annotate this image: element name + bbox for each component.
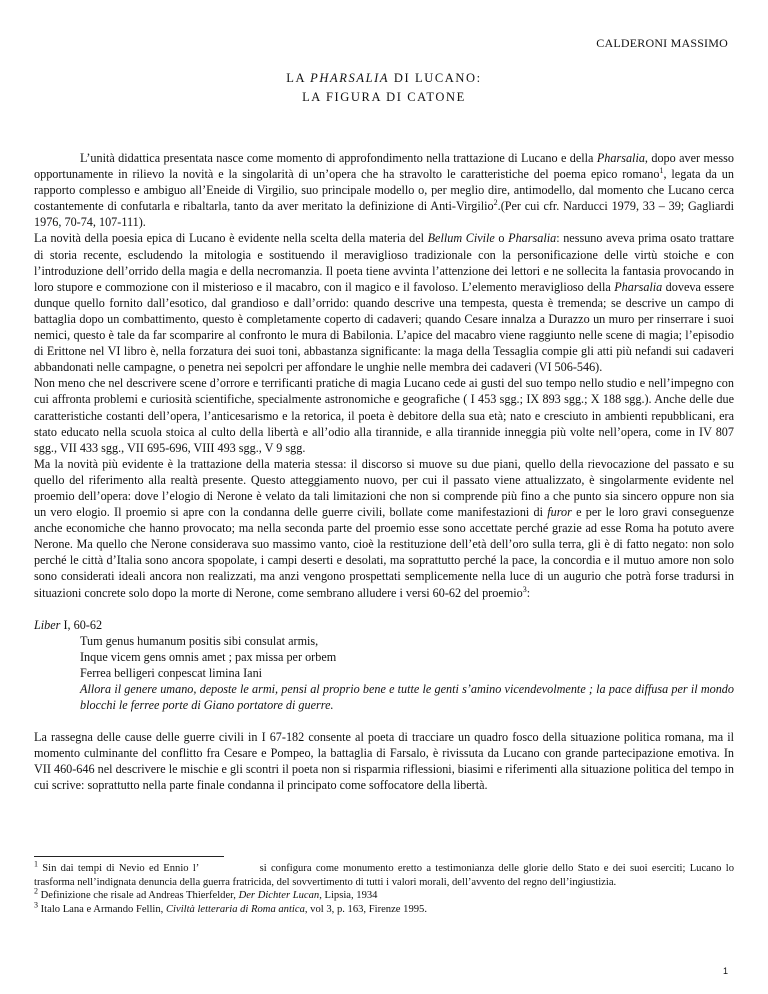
- footnotes: [34, 859, 734, 916]
- footnote-2: $^2$ Definizione che risale ad Andreas Thierfelder, Der Dichter Lucan, Lipsia, 1934: [34, 886, 378, 902]
- document-title: [0, 69, 768, 107]
- latin-quotation: [34, 617, 734, 714]
- verse-translation: Allora il genere umano, deposte le armi, pensi al proprio bene e tutte le genti s’amino vicendevolmente ; la pace diffusa per il mondo blocchi le ferree porte di Giano portatore di guerre.: [80, 682, 734, 713]
- verse-line: Ferrea belligeri conpescat limina Iani: [80, 665, 263, 680]
- author-header: CALDERONI MASSIMO: [596, 36, 728, 50]
- paragraph-1: L’unità didattica presentata nasce come momento di approfondimento nella trattazione di Lucano e della Pharsalia, dopo aver messo opportunamente in rilievo la novità e la singolarità di un’opera che ha stravolto le caratteristiche del poema epico romano$^1$, legata da un rapporto complesso e ambiguo all’Eneide di Virgilio, suo principale modello o, per meglio dire, antimodello, dal momento che Lucano cerca costantemente di confutarla e ribaltarla, tanto da aver meritato la definizione di Anti-Virgilio$^2$.(Per cui cfr. Narducci 1979, 33 – 39; Gagliardi 1976, 70-74, 107-111).: [34, 151, 734, 230]
- body-text: [34, 150, 734, 794]
- footnote-3: $^3$ Italo Lana e Armando Fellin, Civiltà letteraria di Roma antica, vol 3, p. 163, Firenze 1995.: [34, 900, 427, 915]
- paragraph-4: Ma la novità più evidente è la trattazione della materia stessa: il discorso si muove su due piani, quello della rievocazione del passato e su quello del riferimento alla realtà presente. Questo atteggiamento nuovo, per cui il passato viene attualizzato, è singolarmente evidente nel proemio dell’opera: dove l’elogio di Nerone è velato da tali limitazioni che non si comprende più fino a che punto sia sincero oppure non sia un vero elogio. Il proemio si apre con la condanna delle guerre civili, bollate come manifestazioni di furor e per le loro gravi conseguenze anche economiche che hanno provocato; ma nella seconda parte del proemio esse sono accettate perché grazie ad esse Roma ha potuto avere Nerone. Ma quello che Nerone considerava suo massimo vanto, cioè la restituzione dell’età dell’oro sulla terra, gli è di fatto negato: non solo perché le città d’Italia sono ancora spopolate, i campi deserti e desolati, ma soprattutto perché la pace, la concordia e il mutuo amore non solo sono considerati ideali ancora non realizzati, ma anzi vengono prospettati semplicemente nella luce di un augurio che potrà forse tradursi in situazioni concrete solo dopo la morte di Nerone, come sembrano alludere i versi 60-62 del proemio$^3$:: [34, 456, 734, 600]
- paragraph-3: Non meno che nel descrivere scene d’orrore e terrificanti pratiche di magia Lucano cede ai gusti del suo tempo nello studio e nell’impegno con cui affronta problemi e curiosità scientifiche, specialmente astronomiche e geografiche ( I 453 sgg.; IX 893 sgg.; X 188 sgg.). Anche delle due caratteristiche costanti dell’opera, l’anticesarismo e la retorica, il poeta è debitore della sua età; nato e cresciuto in ambienti repubblicani, era stato educato nella scuola stoica al culto della libertà e all’odio alla tirannide, e alla tirannide inneggia più volte nell’opera, come in IV 807 sgg., VII 433 sgg., VII 695-696, VIII 493 sgg., V 9 sgg.: [34, 376, 734, 455]
- footnote-1: $^1$ Sin dai tempi di Nevio ed Ennio l’ si configura come monumento eretto a testimonianza delle glorie dello Stato e dei suoi eserciti; Lucano lo trasforma nell’indignata denuncia della guerra fratricida, del sovvertimento di tutti i valori morali, dell’avvento del regno dell’ingiustizia.: [34, 859, 734, 888]
- footnote-ref-3[interactable]: 3: [522, 584, 527, 594]
- footnote-divider: [34, 856, 224, 857]
- verse-line: Tum genus humanum positis sibi consulat armis,: [80, 633, 319, 648]
- paragraph-2: La novità della poesia epica di Lucano è evidente nella scelta della materia del Bellum Civile o Pharsalia: nessuno aveva prima osato trattare di storia recente, escludendo la mitologia e sostituendo il meraviglioso tradizionale con la personificazione delle virtù stoiche e con l’introduzione dell’orrido della magia e della necromanzia. Il poeta tiene avvinta l’attenzione dei lettori e ne sollecita la fantasia provocando in loro stupore e commozione con il misterioso e il macabro, con il magico e il favoloso. L’elemento meraviglioso della Pharsalia doveva essere dunque quello fornito dall’esotico, dal grandioso e dall’orrido: quando descrive una tempesta, questa è tremenda; se descrive un campo di battaglia dopo un combattimento, questo è completamente coperto di cadaveri; quando Cesare innalza a Durazzo un muro per rinserrare i suoi nemici, questo è tale da far scomparire al confronto le mura di Babilonia. L’apice del macabro viene raggiunto nelle scene di magia; l’episodio di Erittone nel VI libro è, nella forzatura dei suoi toni, abbastanza significante: la maga della Tessaglia compie gli atti più nefandi sui cadaveri abbandonati nelle campagne, o penetra nei sepolcri per affondare le unghie nelle membra dei cadaveri (VI 506-546).: [34, 231, 735, 375]
- quotation-reference: Liber I, 60-62: [34, 617, 103, 632]
- footnote-ref-2[interactable]: 2: [493, 198, 498, 208]
- paragraph-5: La rassegna delle cause delle guerre civili in I 67-182 consente al poeta di tracciare un quadro fosco della situazione politica romana, ma il momento culminante del conflitto fra Cesare e Pompeo, la battaglia di Farsalo, è rivissuta da Lucano con grande partecipazione emotiva. In VII 460-646 nel descrivere le mischie e gli scontri il poeta non si risparmia riflessioni, biasimi e riferimenti alla situazione politica del tempo in cui scrive: soprattutto nella parte finale condanna il principato come soffocatore della libertà.: [34, 730, 734, 793]
- title-line-2: LA FIGURA DI CATONE: [302, 90, 466, 104]
- title-line-1: LA PHARSALIA DI LUCANO:: [286, 71, 482, 85]
- footnote-ref-1[interactable]: 1: [659, 166, 664, 176]
- verse-line: Inque vicem gens omnis amet ; pax missa per orbem: [80, 649, 337, 664]
- verse-block: [80, 633, 734, 713]
- page-number: 1: [722, 966, 728, 976]
